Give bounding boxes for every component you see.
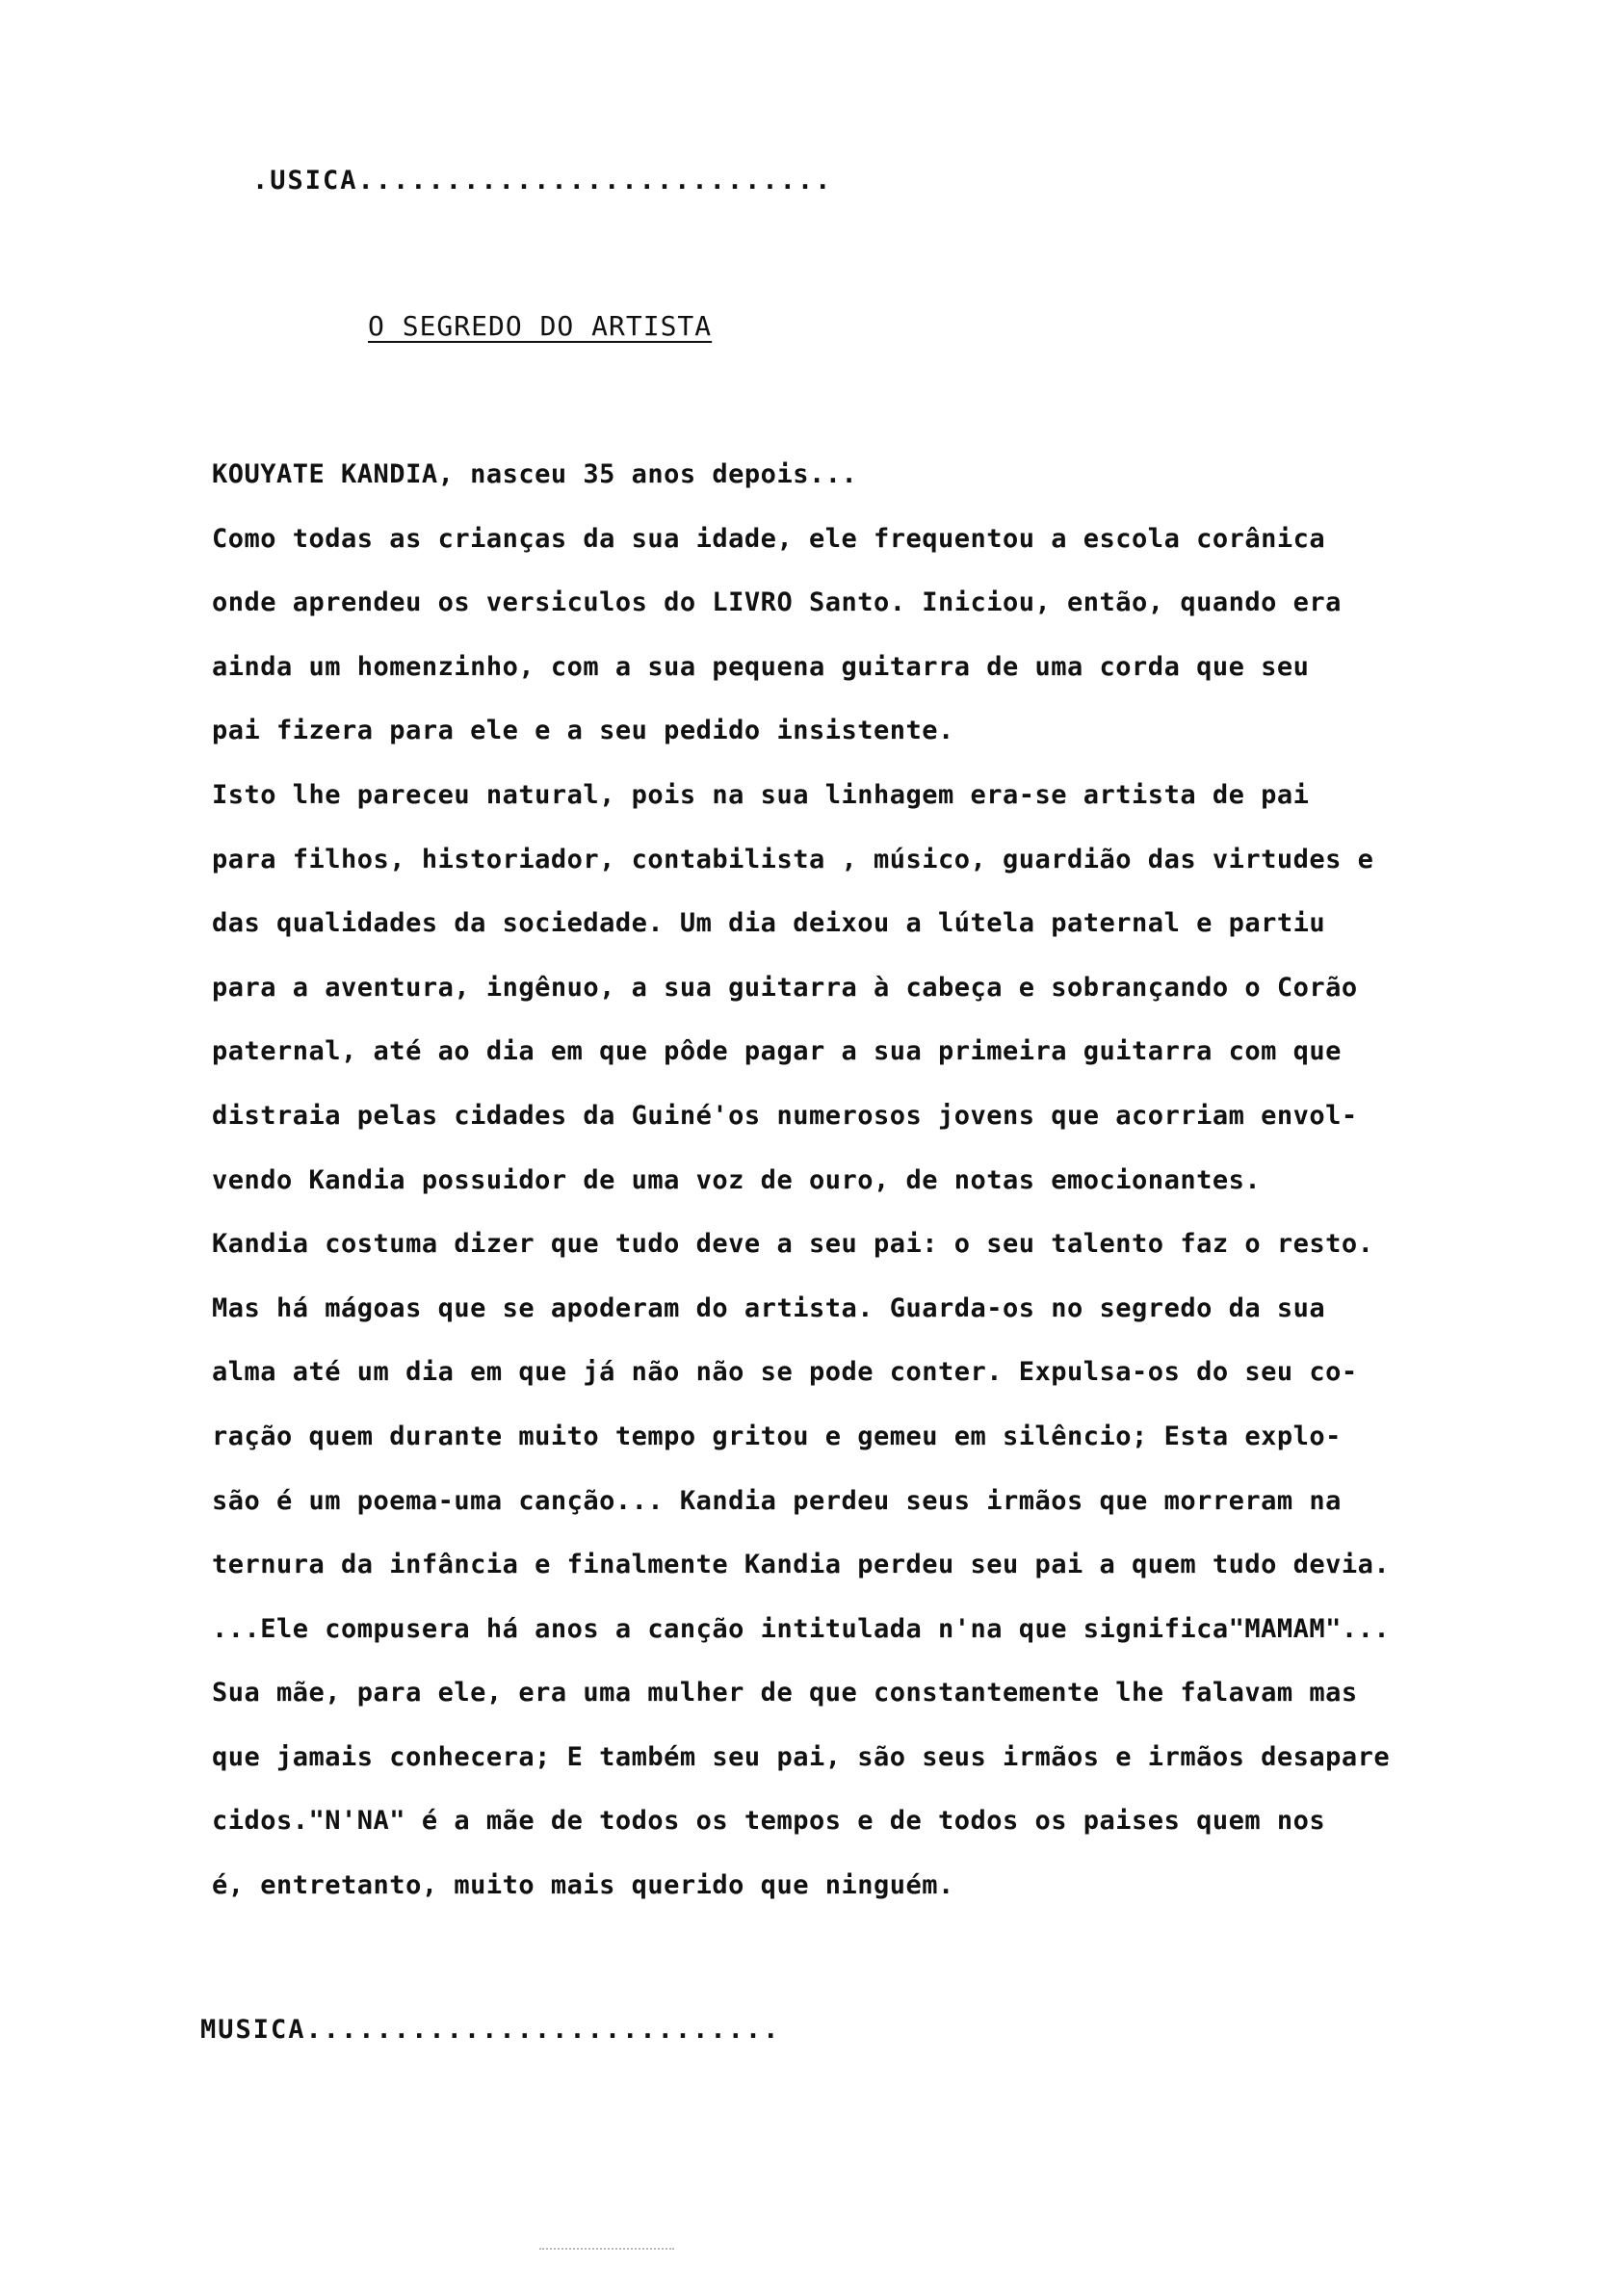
text-line: ternura da infância e finalmente Kandia perdeu seu pai a quem tudo devia. [212, 1550, 1391, 1580]
text-line: para filhos, historiador, contabilista , músico, guardião das virtudes e [212, 844, 1374, 874]
text-line: para a aventura, ingênuo, a sua guitarra à cabeça e sobrançando o Corão [212, 972, 1358, 1003]
text-line: que jamais conhecera; E também seu pai, são seus irmãos e irmãos desapare [212, 1741, 1391, 1772]
text-line: Mas há mágoas que se apoderam do artista. Guarda-os no segredo da sua [212, 1292, 1326, 1323]
text-line: é, entretanto, muito mais querido que ninguém. [212, 1870, 954, 1901]
text-line: onde aprendeu os versiculos do LIVRO Santo. Iniciou, então, quando era [212, 587, 1342, 618]
document-title: O SEGREDO DO ARTISTA [368, 310, 713, 342]
text-line: vendo Kandia possuidor de uma voz de ouro, de notas emocionantes. [212, 1164, 1262, 1195]
text-line: são é um poema-uma canção... Kandia perdeu seus irmãos que morreram na [212, 1485, 1342, 1516]
text-line: Sua mãe, para ele, era uma mulher de que constantemente lhe falavam mas [212, 1678, 1358, 1709]
text-line: KOUYATE KANDIA, nasceu 35 anos depois... [212, 459, 858, 489]
text-line: Como todas as crianças da sua idade, ele frequentou a escola corânica [212, 523, 1326, 554]
scan-smudge [539, 2248, 674, 2252]
text-line: ração quem durante muito tempo gritou e gemeu em silêncio; Esta explo- [212, 1421, 1342, 1451]
text-line: das qualidades da sociedade. Um dia deixou a lútela paternal e partiu [212, 908, 1326, 939]
text-line: ainda um homenzinho, com a sua pequena guitarra de uma corda que seu [212, 651, 1310, 682]
footer-music-cue: MUSICA........................... [200, 2015, 781, 2045]
text-line: distraia pelas cidades da Guiné'os numerosos jovens que acorriam envol- [212, 1100, 1358, 1131]
text-line: pai fizera para ele e a seu pedido insistente. [212, 716, 954, 746]
text-line: ...Ele compusera há anos a canção intitulada n'na que significa"MAMAM"... [212, 1613, 1391, 1644]
body-text [212, 443, 1599, 1918]
text-line: paternal, até ao dia em que pôde pagar a sua primeira guitarra com que [212, 1036, 1342, 1067]
text-line: alma até um dia em que já não não se pode conter. Expulsa-os do seu co- [212, 1357, 1358, 1388]
text-line: Kandia costuma dizer que tudo deve a seu pai: o seu talento faz o resto. [212, 1229, 1374, 1260]
header-music-cue: .USICA........................... [252, 166, 833, 196]
text-line: cidos."N'NA" é a mãe de todos os tempos e de todos os paises quem nos [212, 1806, 1326, 1837]
text-line: Isto lhe pareceu natural, pois na sua linhagem era-se artista de pai [212, 779, 1310, 810]
